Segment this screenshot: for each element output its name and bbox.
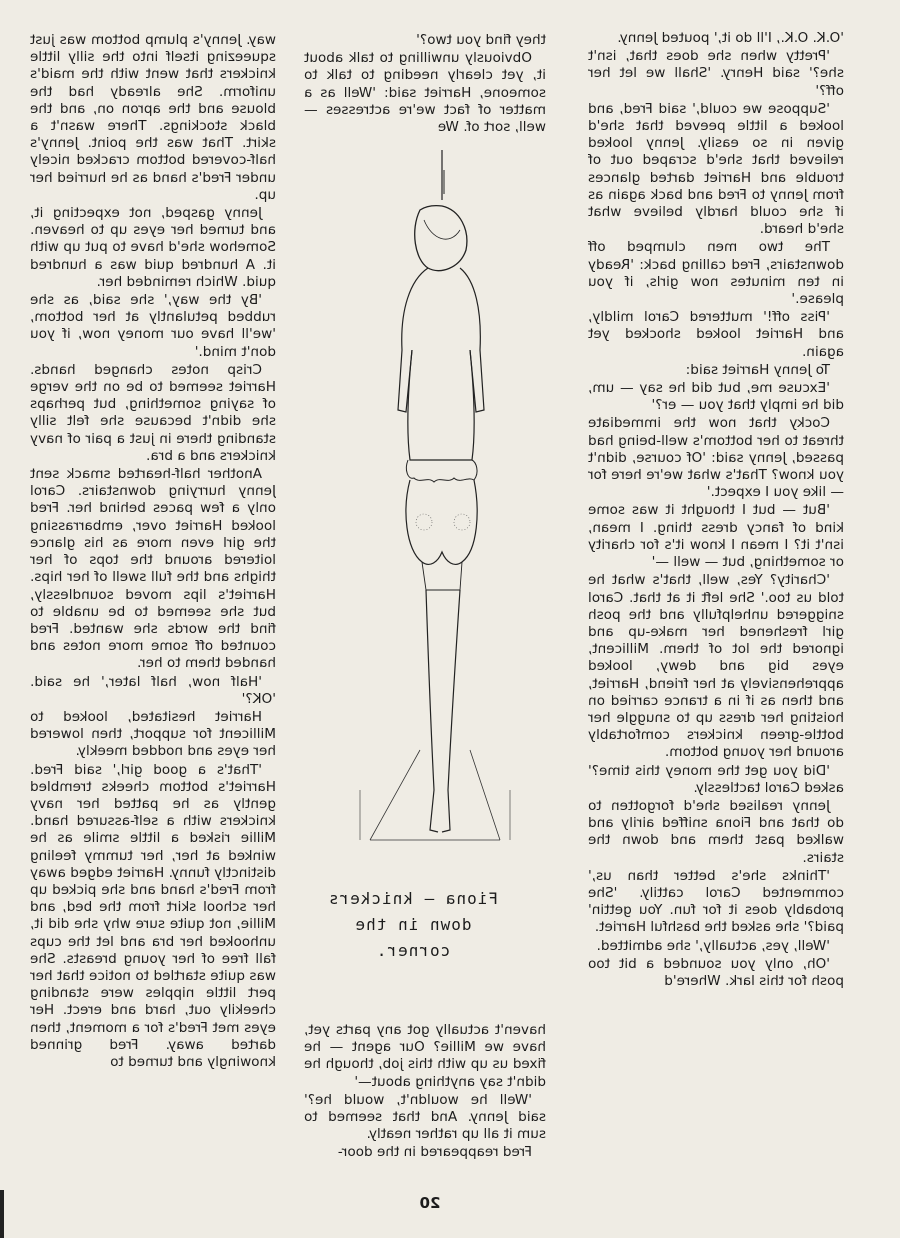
paragraph: 'Well, yes, actually,' she admitted. <box>596 937 830 954</box>
text-column-middle-top <box>304 32 546 150</box>
paragraph: 'But — but I thought it was some kind of fancy dress thing. I mean, isn't it? I mean I know it's for charity or something, but — well —' <box>588 502 844 571</box>
text-column-left <box>30 32 276 1192</box>
caption-line: corner. <box>375 941 451 960</box>
paragraph: they find you two?' <box>416 32 546 48</box>
paragraph: 'Piss off!' muttered Carol mildly, and Harriet looked shocked yet again. <box>588 309 844 360</box>
paragraph: 'Pretty when she does that, isn't she?' said Henry. 'Shall we let her off?' <box>588 48 844 99</box>
paragraph: Crisp notes changed hands. Harriet seemed to be on the verge of saying something, but perhaps she didn't because she felt silly standing there in just a pair of navy knickers and a bra. <box>30 361 276 464</box>
paragraph: The two men clumped off downstairs, Fred calling back: 'Ready in ten minutes now girls, if you please.' <box>588 239 844 308</box>
binding-edge <box>0 1190 4 1238</box>
paragraph: 'Did you get the money this time?' asked Carol tactlessly. <box>588 762 844 796</box>
text-column-middle-bottom <box>304 1022 546 1187</box>
page-number: 20 <box>419 1194 441 1212</box>
text-column-right <box>588 30 844 1190</box>
paragraph: 'Excuse me, but did he say — um, did he imply that you — er?' <box>588 380 844 414</box>
figure-illustration <box>350 150 520 850</box>
paragraph: Another half-hearted smack sent Jenny hurrying downstairs. Carol only a few paces behind her. Fred looked Harriet over, embarrassing the girl even more as his glance loitered around the tops of her thighs and the full swell of her hips. Harriet's lips moved soundlessly, but she seemed to be unable to find the words she wanted. Fred counted off some more notes and handed them to her. <box>30 466 276 672</box>
paragraph: 'Charity? Yes, well, that's what he told us too.' She left it at that. Carol sniggered unhelpfully and the posh girl freshened her make-up and ignored the lot of them. Millicent, eyes big and dewy, looked apprehensively at her friend, Harriet, and then as if in a trance carried on hoisting her dress up to snuggle her bottle-green knickers comfortably around her young bottom. <box>588 572 844 761</box>
paragraph: 'Thinks she's better than us,' commented Carol cattily. 'She probably does it for fun. You gettin' paid?' she asked the bashful Harriet. <box>588 867 844 936</box>
paragraph: 'O.K. O.K., I'll do it,' pouted Jenny. <box>617 30 844 46</box>
paragraph: Harriet hesitated, looked to Millicent for support, then lowered her eyes and nodded meekly. <box>30 708 276 760</box>
paragraph: haven't actually got any parts yet, have we Millie? Our agent — he fixed us up with this job, though he didn't say anything about—' <box>304 1022 546 1090</box>
caption-line: down in the <box>354 915 472 934</box>
paragraph: Cocky that now the immediate threat to her bottom's well-being had passed, Jenny said: 'Of course, didn't you know? That's what we're here for — like you I expect.' <box>588 415 844 501</box>
paragraph: 'Half now, half later,' he said. 'OK?' <box>30 673 276 707</box>
paragraph: 'Well he wouldn't, would he?' said Jenny. And that seemed to sum it all up rather neatly. <box>304 1091 546 1143</box>
paragraph: To Jenny Harriet said: <box>685 361 830 378</box>
paragraph: Obviously unwilling to talk about it, yet clearly needing to talk to someone, Harriet said: 'Well as a matter of fact we're actresses — well, sort of. We <box>304 50 546 136</box>
paragraph: Jenny gasped, not expecting it, and turned her eyes up to heaven. Somehow she'd have to put up with it. A hundred quid was a hundred quid. Which reminded her. <box>30 205 276 290</box>
paragraph: 'By the way,' she said, as she rubbed petulantly at her bottom, 'we'll have our money now, if you don't mind.' <box>30 292 276 360</box>
paragraph: 'That's a good girl,' said Fred. Harriet's bottom cheeks trembled gently as he patted her navy knickers with a self-assured hand. Millie risked a little smile as he winked at her, her tummy feeling distinctly funny. Harriet edged away from Fred's hand and she picked up her school skirt from the bed, and Millie, not quite sure why she did it, unhooked her bra and let the cups fall free of her young breasts. She was quite startled to notice that her pert little nipples were standing cheekily out, hard and erect. Her eyes met Fred's for a moment, then darted away. Fred grinned knowingly and turned to <box>30 761 276 1070</box>
paragraph: way. Jenny's plump bottom was just squeezing itself into the silly little knickers that went with the maid's uniform. She already had the blouse and the apron on, and the black stockings. There wasn't a skirt. That was the point. Jenny's half-covered bottom cracked nicely under Fred's hand as he hurried her up. <box>30 32 276 203</box>
paragraph: 'Suppose we could,' said Fred, and looked a little peeved that she'd given in so easily. Jenny looked relieved that she'd scraped out of trouble and Harriet darted glances from Jenny to Fred and back again as if she could hardly believe what she'd heard. <box>588 100 844 238</box>
caption-line: Fiona — knickers <box>327 889 499 908</box>
paragraph: Fred reappeared in the door- <box>337 1144 532 1161</box>
paragraph: Jenny realised she'd forgotten to do that and Fiona sniffed airily and walked past them and down the stairs. <box>588 797 844 866</box>
paragraph: 'Oh, only you sounded a bit too posh for this lark. Where'd <box>588 955 844 989</box>
illustration-caption <box>318 886 508 964</box>
